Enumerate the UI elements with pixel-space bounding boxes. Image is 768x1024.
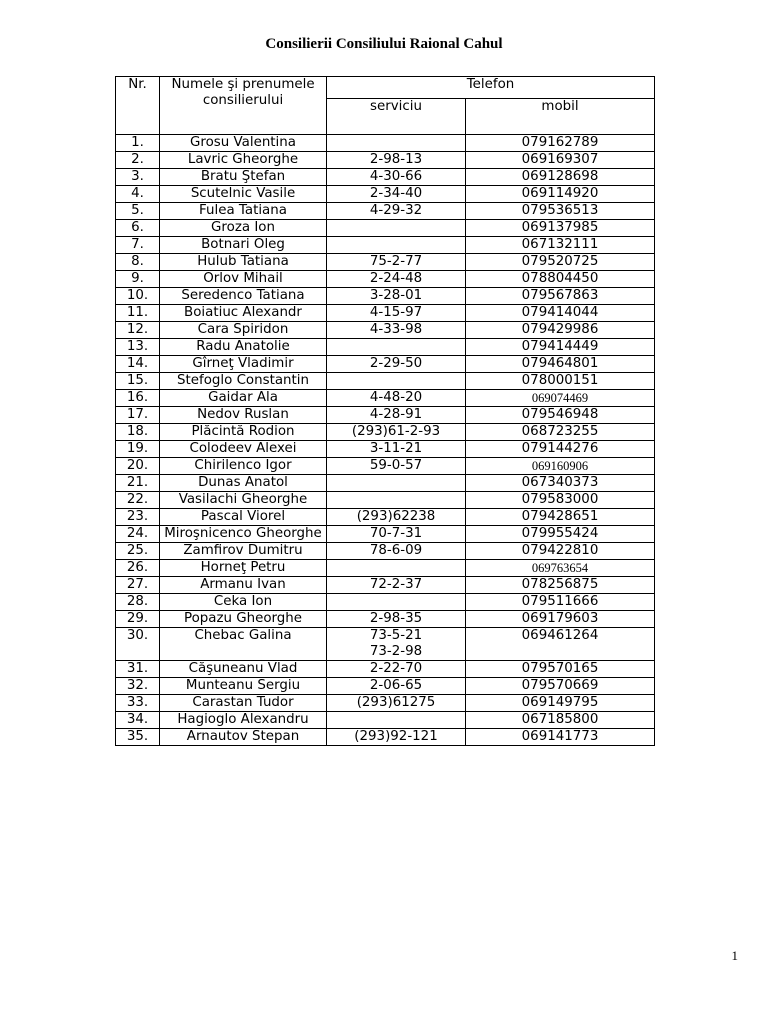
councillor-name: Groza Ion [160,220,327,237]
row-number: 3. [116,169,160,186]
table-row [116,271,655,288]
service-phone: 2-22-70 [327,661,466,678]
councillor-name: Chebac Galina [160,628,327,661]
service-phone [327,712,466,729]
service-phone: 3-11-21 [327,441,466,458]
table-row [116,712,655,729]
mobile-phone: 079955424 [466,526,655,543]
service-phone: 4-48-20 [327,390,466,407]
table-row [116,407,655,424]
mobile-phone: 079414044 [466,305,655,322]
mobile-phone: 078804450 [466,271,655,288]
service-phone: 2-29-50 [327,356,466,373]
service-phone: 73-5-21 73-2-98 [327,628,466,661]
row-number: 25. [116,543,160,560]
councillor-name: Miroşnicenco Gheorghe [160,526,327,543]
row-number: 13. [116,339,160,356]
service-phone [327,237,466,254]
mobile-phone: 079428651 [466,509,655,526]
councillor-name: Boiatiuc Alexandr [160,305,327,322]
service-phone: 4-15-97 [327,305,466,322]
table-row [116,322,655,339]
mobile-phone: 078256875 [466,577,655,594]
row-number: 23. [116,509,160,526]
councillor-name: Hulub Tatiana [160,254,327,271]
table-row [116,526,655,543]
row-number: 9. [116,271,160,288]
mobile-phone: 069160906 [466,458,655,475]
row-number: 28. [116,594,160,611]
table-row [116,628,655,661]
service-phone: 2-24-48 [327,271,466,288]
service-phone: 4-33-98 [327,322,466,339]
table-row [116,509,655,526]
page-number: 1 [731,948,738,963]
service-phone: 59-0-57 [327,458,466,475]
table-row [116,288,655,305]
row-number: 11. [116,305,160,322]
mobile-phone: 079422810 [466,543,655,560]
table-row [116,220,655,237]
row-number: 29. [116,611,160,628]
councillor-name: Stefoglo Constantin [160,373,327,390]
row-number: 5. [116,203,160,220]
row-number: 30. [116,628,160,661]
mobile-phone: 079144276 [466,441,655,458]
councillor-name: Orlov Mihail [160,271,327,288]
row-number: 35. [116,729,160,746]
table-row [116,152,655,169]
councillor-name: Gaidar Ala [160,390,327,407]
mobile-phone: 079546948 [466,407,655,424]
row-number: 21. [116,475,160,492]
service-phone: (293)92-121 [327,729,466,746]
councillor-name: Botnari Oleg [160,237,327,254]
mobile-phone: 079511666 [466,594,655,611]
service-phone [327,475,466,492]
mobile-phone: 069169307 [466,152,655,169]
service-phone: (293)61275 [327,695,466,712]
mobile-phone: 069128698 [466,169,655,186]
row-number: 12. [116,322,160,339]
mobile-phone: 067340373 [466,475,655,492]
header-phone: Telefon [327,77,655,99]
councillor-name: Colodeev Alexei [160,441,327,458]
table-row [116,695,655,712]
councillor-name: Munteanu Sergiu [160,678,327,695]
row-number: 7. [116,237,160,254]
row-number: 33. [116,695,160,712]
mobile-phone: 067132111 [466,237,655,254]
councillor-name: Zamfirov Dumitru [160,543,327,560]
row-number: 2. [116,152,160,169]
mobile-phone: 079464801 [466,356,655,373]
table-row [116,729,655,746]
mobile-phone: 069114920 [466,186,655,203]
mobile-phone: 079520725 [466,254,655,271]
service-phone: (293)61-2-93 [327,424,466,441]
service-phone: 2-98-35 [327,611,466,628]
table-row [116,169,655,186]
document-title: Consilierii Consiliului Raional Cahul [265,36,503,52]
service-phone: 75-2-77 [327,254,466,271]
table-row [116,475,655,492]
councillor-name: Lavric Gheorghe [160,152,327,169]
row-number: 19. [116,441,160,458]
table-row [116,237,655,254]
service-phone [327,560,466,577]
header-nr: Nr. [116,77,160,135]
service-phone: 3-28-01 [327,288,466,305]
table-row [116,611,655,628]
councillor-name: Gîrneţ Vladimir [160,356,327,373]
mobile-phone: 079570669 [466,678,655,695]
table-row [116,305,655,322]
row-number: 16. [116,390,160,407]
councillor-name: Nedov Ruslan [160,407,327,424]
service-phone [327,373,466,390]
councillor-name: Arnautov Stepan [160,729,327,746]
header-name: Numele şi prenumele consilierului [160,77,327,135]
councillor-name: Fulea Tatiana [160,203,327,220]
table-row [116,441,655,458]
mobile-phone: 069461264 [466,628,655,661]
row-number: 34. [116,712,160,729]
service-phone [327,339,466,356]
councillor-name: Armanu Ivan [160,577,327,594]
councillor-name: Grosu Valentina [160,135,327,152]
table-row [116,560,655,577]
row-number: 31. [116,661,160,678]
mobile-phone: 069137985 [466,220,655,237]
mobile-phone: 079570165 [466,661,655,678]
table-row [116,203,655,220]
councillor-name: Carastan Tudor [160,695,327,712]
row-number: 14. [116,356,160,373]
row-number: 6. [116,220,160,237]
service-phone: 70-7-31 [327,526,466,543]
mobile-phone: 079162789 [466,135,655,152]
service-phone: 4-30-66 [327,169,466,186]
councillor-name: Popazu Gheorghe [160,611,327,628]
mobile-phone: 067185800 [466,712,655,729]
councillor-name: Seredenco Tatiana [160,288,327,305]
mobile-phone: 069763654 [466,560,655,577]
row-number: 8. [116,254,160,271]
councillor-name: Scutelnic Vasile [160,186,327,203]
councillor-name: Chirilenco Igor [160,458,327,475]
mobile-phone: 079429986 [466,322,655,339]
service-phone: 4-28-91 [327,407,466,424]
row-number: 26. [116,560,160,577]
table-row [116,492,655,509]
councillor-name: Cara Spiridon [160,322,327,339]
service-phone [327,492,466,509]
header-service: serviciu [327,99,466,135]
table-row [116,577,655,594]
table-row [116,186,655,203]
councillor-name: Plăcintă Rodion [160,424,327,441]
row-number: 20. [116,458,160,475]
table-row [116,424,655,441]
mobile-phone: 068723255 [466,424,655,441]
table-row [116,678,655,695]
table-row [116,390,655,407]
councillor-name: Căşuneanu Vlad [160,661,327,678]
table-row [116,661,655,678]
row-number: 4. [116,186,160,203]
table-row [116,458,655,475]
service-phone: 4-29-32 [327,203,466,220]
row-number: 27. [116,577,160,594]
table-row [116,543,655,560]
service-phone [327,594,466,611]
councillor-name: Ceka Ion [160,594,327,611]
mobile-phone: 079536513 [466,203,655,220]
row-number: 15. [116,373,160,390]
service-phone [327,135,466,152]
service-phone: 78-6-09 [327,543,466,560]
mobile-phone: 079583000 [466,492,655,509]
header-mobile: mobil [466,99,655,135]
councillor-name: Vasilachi Gheorghe [160,492,327,509]
service-phone: 2-06-65 [327,678,466,695]
row-number: 1. [116,135,160,152]
mobile-phone: 069074469 [466,390,655,407]
service-phone: 2-34-40 [327,186,466,203]
row-number: 10. [116,288,160,305]
table-row [116,339,655,356]
table-row [116,135,655,152]
row-number: 22. [116,492,160,509]
mobile-phone: 069179603 [466,611,655,628]
councillor-name: Horneţ Petru [160,560,327,577]
mobile-phone: 078000151 [466,373,655,390]
councillor-name: Dunas Anatol [160,475,327,492]
mobile-phone: 079567863 [466,288,655,305]
councillor-name: Bratu Ştefan [160,169,327,186]
table-row [116,254,655,271]
table-row [116,356,655,373]
service-phone: 2-98-13 [327,152,466,169]
mobile-phone: 079414449 [466,339,655,356]
row-number: 32. [116,678,160,695]
councillors-table [115,76,655,746]
councillor-name: Radu Anatolie [160,339,327,356]
row-number: 17. [116,407,160,424]
councillor-name: Hagioglo Alexandru [160,712,327,729]
councillor-name: Pascal Viorel [160,509,327,526]
service-phone: (293)62238 [327,509,466,526]
row-number: 18. [116,424,160,441]
row-number: 24. [116,526,160,543]
service-phone: 72-2-37 [327,577,466,594]
service-phone [327,220,466,237]
table-row [116,373,655,390]
mobile-phone: 069141773 [466,729,655,746]
table-row [116,594,655,611]
mobile-phone: 069149795 [466,695,655,712]
